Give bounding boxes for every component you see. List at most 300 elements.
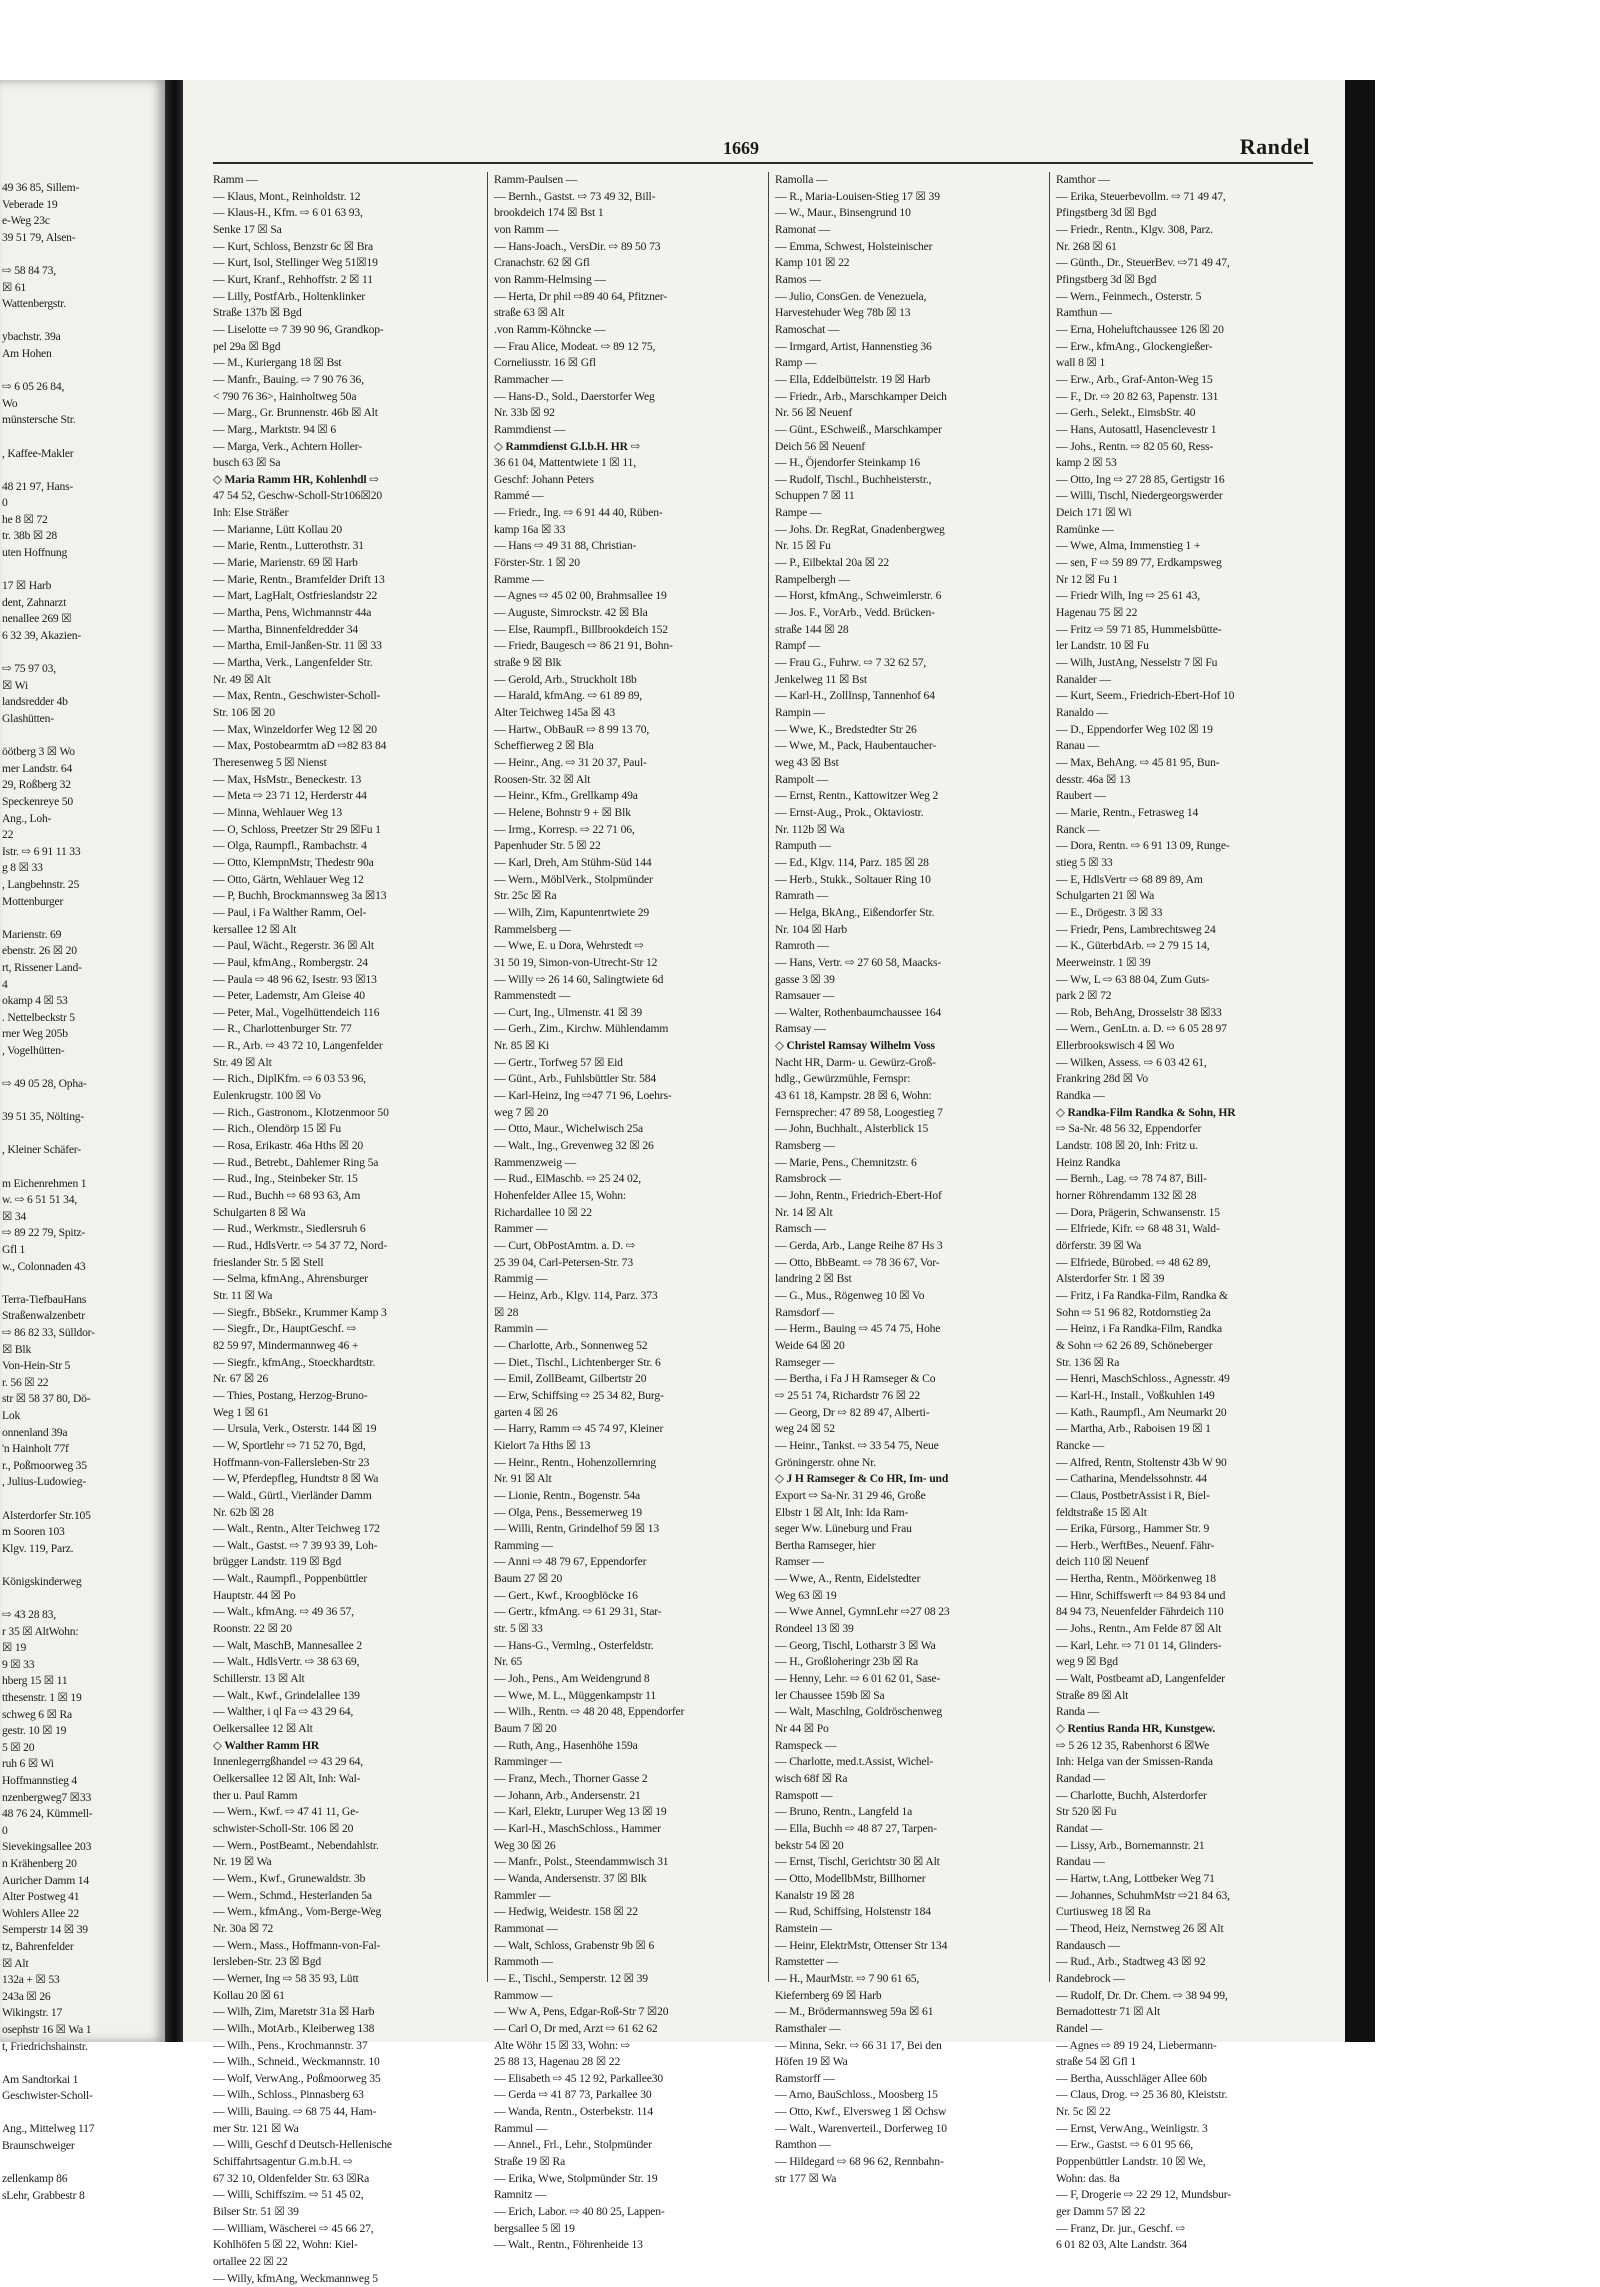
directory-line: — Peter, Lademstr, Am Gleise 40 <box>213 989 365 1003</box>
left-page-line: nenallee 269 ☒ <box>2 612 72 626</box>
directory-line: landring 2 ☒ Bst <box>775 1272 852 1286</box>
directory-line: — Claus, PostbetrAssist i R, Biel- <box>1056 1488 1210 1502</box>
directory-line: — Friedr., Ing. ⇨ 6 91 44 40, Rüben- <box>494 506 663 520</box>
directory-line: Elbstr 1 ☒ Alt, Inh: Ida Ram- <box>775 1505 909 1519</box>
directory-line: — Walt, Maschlng, Goldröschenweg <box>775 1705 942 1719</box>
directory-line: lersleben-Str. 23 ☒ Bgd <box>213 1955 322 1969</box>
directory-line: — Hans-Joach., VersDir. ⇨ 89 50 73 <box>494 239 661 253</box>
directory-line: Ramsauer — <box>775 989 835 1003</box>
directory-line: — Walt., Warenverteil., Dorferweg 10 <box>775 2121 947 2135</box>
directory-line: ◇ Walther Ramm HR <box>213 1738 320 1752</box>
directory-line: — Gertr., kfmAng. ⇨ 61 29 31, Star- <box>494 1605 662 1619</box>
directory-line: Geschf: Johann Peters <box>494 472 594 486</box>
directory-line: — Irmg., Korresp. ⇨ 22 71 06, <box>494 822 635 836</box>
left-page-line: n Krähenberg 20 <box>2 1856 77 1870</box>
directory-line: — Frau Alice, Modeat. ⇨ 89 12 75, <box>494 339 656 353</box>
directory-line: Innenlegerrgßhandel ⇨ 43 29 64, <box>213 1755 364 1769</box>
directory-line: — Friedr., Rentn., Klgv. 308, Parz. <box>1056 222 1213 236</box>
directory-line: Weg 63 ☒ 19 <box>775 1588 837 1602</box>
page-number: 1669 <box>723 138 759 158</box>
directory-line: Rampolt — <box>775 772 829 786</box>
directory-line: 25 88 13, Hagenau 28 ☒ 22 <box>494 2055 621 2069</box>
directory-line: Jenkelweg 11 ☒ Bst <box>775 672 867 686</box>
left-page-line: rt, Rissener Land- <box>2 960 82 974</box>
directory-line: deich 110 ☒ Neuenf <box>1056 1555 1149 1569</box>
directory-line: — Thies, Postang, Herzog-Bruno- <box>213 1388 368 1402</box>
directory-line: — Werner, Ing ⇨ 58 35 93, Lütt <box>213 1971 359 1985</box>
left-page-line: 39 51 35, Nölting- <box>2 1110 85 1124</box>
directory-line: Randa — <box>1056 1705 1100 1719</box>
directory-line: kamp 2 ☒ 53 <box>1056 456 1117 470</box>
directory-line: — Heinr., Kfm., Grellkamp 49a <box>494 789 638 803</box>
directory-line: Rammacher — <box>494 372 563 386</box>
directory-line: Kiefernberg 69 ☒ Harb <box>775 1988 882 2002</box>
directory-line: — Erw., Gastst. ⇨ 6 01 95 66, <box>1056 2138 1193 2152</box>
directory-line: — W, Pferdepfleg, Hundtstr 8 ☒ Wa <box>213 1472 379 1486</box>
directory-line: kamp 16a ☒ 33 <box>494 522 566 536</box>
directory-line: — Karl-H., MaschSchloss., Hammer <box>494 1821 661 1835</box>
directory-line: — Siegfr., Dr., HauptGeschf. ⇨ <box>213 1322 357 1336</box>
left-page-line: Braunschweiger <box>2 2139 75 2153</box>
directory-line: Nr. 65 <box>494 1655 523 1669</box>
directory-line: — Wilh, Zim, Kapuntenrtwiete 29 <box>494 905 650 919</box>
directory-line: — Martha, Binnenfeldredder 34 <box>213 622 359 636</box>
directory-line: Hohenfelder Allee 15, Wohn: <box>494 1189 626 1203</box>
directory-line: Rancke — <box>1056 1438 1105 1452</box>
directory-line: — Carl O, Dr med, Arzt ⇨ 61 62 62 <box>494 2021 658 2035</box>
directory-line: Nacht HR, Darm- u. Gewürz-Groß- <box>775 1055 936 1069</box>
directory-line: — H., Öjendorfer Steinkamp 16 <box>775 456 921 470</box>
left-page-line: Mottenburger <box>2 894 64 908</box>
directory-line: Nr. 49 ☒ Alt <box>213 672 271 686</box>
directory-line: Rampe — <box>775 506 822 520</box>
directory-line: — Wern., Kwf., Grunewaldstr. 3b <box>213 1871 366 1885</box>
directory-line: Senke 17 ☒ Sa <box>213 222 282 236</box>
directory-line: — Hans, Vertr. ⇨ 27 60 58, Maacks- <box>775 955 942 969</box>
directory-line: Str. 25c ☒ Ra <box>494 889 557 903</box>
directory-line: — Rud., ElMaschb. ⇨ 25 24 02, <box>494 1172 642 1186</box>
directory-line: — Theod, Heiz, Nernstweg 26 ☒ Alt <box>1056 1921 1224 1935</box>
directory-line: — Erika, Steuerbevollm. ⇨ 71 49 47, <box>1056 189 1226 203</box>
left-page-line: nzenbergweg7 ☒33 <box>2 1790 92 1804</box>
left-page-line: Königskinderweg <box>2 1574 82 1588</box>
left-page-line: w., Colonnaden 43 <box>2 1259 86 1273</box>
directory-line: Ramsthaler — <box>775 2021 841 2035</box>
left-page-line: , Langbehnstr. 25 <box>2 877 80 891</box>
left-page-column <box>2 180 160 2202</box>
directory-line: Str 520 ☒ Fu <box>1056 1805 1117 1819</box>
left-page-line <box>2 1093 160 1110</box>
directory-line: hdlg., Gewürzmühle, Fernspr: <box>775 1072 911 1086</box>
directory-line: ortallee 22 ☒ 22 <box>213 2255 288 2269</box>
directory-line: Bertha Ramseger, hier <box>775 1538 876 1552</box>
directory-line: ☒ 28 <box>494 1305 519 1319</box>
directory-line: — Karl, Dreh, Am Stühm-Süd 144 <box>494 855 652 869</box>
directory-line: — Kurt, Seem., Friedrich-Ebert-Hof 10 <box>1056 689 1235 703</box>
directory-line: Ranaldo — <box>1056 706 1108 719</box>
left-page-line: 132a + ☒ 53 <box>2 1973 60 1987</box>
directory-line: Kamp 101 ☒ 22 <box>775 256 850 270</box>
left-page-line: 'n Hainholt 77f <box>2 1442 69 1456</box>
directory-line: — John, Rentn., Friedrich-Ebert-Hof <box>775 1189 942 1203</box>
left-page-line: tr. 38b ☒ 28 <box>2 529 58 543</box>
directory-line: — Bertha, Ausschläger Allee 60b <box>1056 2071 1207 2085</box>
column-divider <box>1049 172 1050 1982</box>
directory-line: — Wwe, M., Pack, Haubentaucher- <box>775 739 937 753</box>
directory-line: — Ernst-Aug., Prok., Oktaviostr. <box>775 805 924 819</box>
directory-line: — Heinr., Rentn., Hohenzollernring <box>494 1455 657 1469</box>
directory-line: — Max, Rentn., Geschwister-Scholl- <box>213 689 381 703</box>
directory-line: Ramm-Paulsen — <box>494 173 578 186</box>
left-page-line <box>2 462 160 479</box>
directory-line: Nr. 30a ☒ 72 <box>213 1921 274 1935</box>
left-page-line: Alter Postweg 41 <box>2 1890 80 1904</box>
directory-line: Oelkersallee 12 ☒ Alt <box>213 1722 313 1736</box>
directory-line: 6 01 82 03, Alte Landstr. 364 <box>1056 2238 1187 2252</box>
directory-line: Ramrath — <box>775 889 829 903</box>
directory-line: — Frau G., Fuhrw. ⇨ 7 32 62 57, <box>775 656 927 670</box>
left-page-line: 17 ☒ Harb <box>2 579 52 593</box>
directory-line: — Willi, Rentn, Grindelhof 59 ☒ 13 <box>494 1522 659 1536</box>
directory-line: — Agnes ⇨ 45 02 00, Brahmsallee 19 <box>494 589 667 603</box>
directory-line: Schulgarten 21 ☒ Wa <box>1056 889 1155 903</box>
directory-line: — Walt, Schloss, Grabenstr 9b ☒ 6 <box>494 1938 655 1952</box>
directory-line: — P., Eilbektal 20a ☒ 22 <box>775 556 890 570</box>
left-page-line: ⇨ 75 97 03, <box>2 662 56 676</box>
directory-line: — Dora, Rentn. ⇨ 6 91 13 09, Runge- <box>1056 839 1230 853</box>
left-page-line: 48 21 97, Hans- <box>2 479 74 493</box>
directory-line: — Harry, Ramm ⇨ 45 74 97, Kleiner <box>494 1422 664 1436</box>
directory-line: — Max, Winzeldorfer Weg 12 ☒ 20 <box>213 722 377 736</box>
directory-line: Hauptstr. 44 ☒ Po <box>213 1588 296 1602</box>
directory-line: Ellerbrookswisch 4 ☒ Wo <box>1056 1039 1175 1053</box>
left-page-line: Wikingstr. 17 <box>2 2006 63 2020</box>
directory-line: — Henri, MaschSchloss., Agnesstr. 49 <box>1056 1372 1230 1386</box>
left-page-line: okamp 4 ☒ 53 <box>2 994 68 1008</box>
directory-line: Deich 56 ☒ Neuenf <box>775 439 865 453</box>
directory-line: Rammonat — <box>494 1921 558 1935</box>
directory-line: — Wern., kfmAng., Vom-Berge-Weg <box>213 1905 382 1919</box>
directory-line: — Johs., Rentn. ⇨ 82 05 60, Ress- <box>1056 439 1214 453</box>
directory-line: Nr. 15 ☒ Fu <box>775 539 831 553</box>
directory-line: — M., Kuriergang 18 ☒ Bst <box>213 356 342 370</box>
directory-line: — Wern., GenLtn. a. D. ⇨ 6 05 28 97 <box>1056 1022 1227 1036</box>
left-page-line: ebenstr. 26 ☒ 20 <box>2 944 77 958</box>
directory-line: Landstr. 108 ☒ 20, Inh: Fritz u. <box>1056 1139 1198 1153</box>
directory-line: — Gerold, Arb., Struckholt 18b <box>494 672 637 686</box>
header-rule <box>213 162 1313 164</box>
left-page-line: schweg 6 ☒ Ra <box>2 1707 72 1721</box>
directory-line: Oelkersallee 12 ☒ Alt, Inh: Wal- <box>213 1772 361 1785</box>
directory-line: — Heinr, ElektrMstr, Ottenser Str 134 <box>775 1938 948 1952</box>
left-page-line <box>2 2055 160 2072</box>
directory-line: < 790 76 36>, Hainholtweg 50a <box>213 389 357 403</box>
directory-line: — Georg, Dr ⇨ 82 89 47, Alberti- <box>775 1405 930 1419</box>
directory-line: Pfingstberg 3d ☒ Bgd <box>1056 206 1157 220</box>
directory-line: Ramsdorf — <box>775 1305 834 1319</box>
directory-line: Scheffierweg 2 ☒ Bla <box>494 739 594 753</box>
directory-line: — Rud., Buchh ⇨ 68 93 63, Am <box>213 1189 361 1203</box>
directory-line: Ramminger — <box>494 1755 562 1769</box>
directory-line: — Peter, Mal., Vogelhüttendeich 116 <box>213 1005 380 1019</box>
directory-line: — H., Großloheringr 23b ☒ Ra <box>775 1655 919 1669</box>
directory-line: — Marianne, Lütt Kollau 20 <box>213 522 343 536</box>
directory-line: 67 32 10, Oldenfelder Str. 63 ☒Ra <box>213 2171 370 2185</box>
directory-line: — Otto, BbBeamt. ⇨ 78 36 67, Vor- <box>775 1255 940 1269</box>
directory-line: — Elfriede, Kifr. ⇨ 68 48 31, Wald- <box>1056 1222 1220 1236</box>
directory-line: Bilser Str. 51 ☒ 39 <box>213 2205 299 2219</box>
directory-line: ◇ Christel Ramsay Wilhelm Voss <box>775 1039 935 1053</box>
directory-line: Alter Teichweg 145a ☒ 43 <box>494 706 616 719</box>
directory-line: — Wern., Kwf. ⇨ 47 41 11, Ge- <box>213 1805 359 1819</box>
left-page-line: ☒ 34 <box>2 1209 27 1223</box>
directory-line: Frankring 28d ☒ Vo <box>1056 1072 1148 1086</box>
directory-line: park 2 ☒ 72 <box>1056 989 1112 1003</box>
directory-line: Nr 44 ☒ Po <box>775 1722 829 1736</box>
directory-line: — W., Maur., Binsengrund 10 <box>775 206 911 220</box>
directory-line: Kollau 20 ☒ 61 <box>213 1988 285 2002</box>
directory-line: Nr 12 ☒ Fu 1 <box>1056 572 1119 586</box>
directory-line: — Karl-Heinz, Ing ⇨47 71 96, Loehrs- <box>494 1089 672 1103</box>
left-page-line <box>2 910 160 927</box>
directory-line: 36 61 04, Mattentwiete 1 ☒ 11, <box>494 456 636 470</box>
directory-line: — Irmgard, Artist, Hannenstieg 36 <box>775 339 932 353</box>
directory-line: — Max, BehAng. ⇨ 45 81 95, Bun- <box>1056 755 1220 769</box>
directory-line: — Curt, ObPostAmtm. a. D. ⇨ <box>494 1239 636 1252</box>
directory-line: 84 94 73, Neuenfelder Fährdeich 110 <box>1056 1605 1224 1619</box>
directory-line: — Manfr., Bauing. ⇨ 7 90 76 36, <box>213 372 364 386</box>
directory-line: — Horst, kfmAng., Schweimlerstr. 6 <box>775 589 942 603</box>
directory-line: Ramoschat — <box>775 322 840 336</box>
directory-line: Str. 136 ☒ Ra <box>1056 1355 1120 1369</box>
directory-line: — Marie, Rentn., Fetrasweg 14 <box>1056 805 1199 819</box>
running-title: Randel <box>1239 134 1310 159</box>
directory-line: Schuppen 7 ☒ 11 <box>775 489 855 503</box>
left-page-line: tthesenstr. 1 ☒ 19 <box>2 1691 82 1705</box>
directory-line: Ramnitz — <box>494 2188 547 2202</box>
directory-line: Kielort 7a Hths ☒ 13 <box>494 1438 591 1452</box>
directory-line: Ramstein — <box>775 1921 832 1935</box>
directory-line: — Lissy, Arb., Bornemannstr. 21 <box>1056 1838 1205 1852</box>
directory-line: — Erna, Hoheluftchaussee 126 ☒ 20 <box>1056 322 1224 336</box>
directory-line: — Manfr., Polst., Steendammwisch 31 <box>494 1855 669 1869</box>
directory-line: Cranachstr. 62 ☒ Gfl <box>494 256 590 270</box>
directory-line: gasse 3 ☒ 39 <box>775 972 835 986</box>
directory-line: pel 29a ☒ Bgd <box>213 339 281 353</box>
directory-line: Rammé — <box>494 489 544 503</box>
directory-line: 47 54 52, Geschw-Scholl-Str106☒20 <box>213 489 383 503</box>
left-page-line: ⇨ 89 22 79, Spitz- <box>2 1226 86 1240</box>
directory-line: — Marie, Rentn., Lutterothstr. 31 <box>213 539 364 553</box>
directory-line: — Wwe, M. L., Müggenkampstr 11 <box>494 1688 656 1702</box>
directory-line: — Lionie, Rentn., Bogenstr. 54a <box>494 1488 641 1502</box>
directory-line: Richardallee 10 ☒ 22 <box>494 1205 592 1219</box>
directory-line: Rammer — <box>494 1222 548 1236</box>
directory-line: Randebrock — <box>1056 1971 1125 1985</box>
directory-line: Nr. 56 ☒ Neuenf <box>775 406 853 420</box>
directory-line: Weg 1 ☒ 61 <box>213 1405 269 1419</box>
directory-line: Randat — <box>1056 1821 1103 1835</box>
directory-line: — Wilh., Schneid., Weckmannstr. 10 <box>213 2055 380 2069</box>
directory-line: — Liselotte ⇨ 7 39 90 96, Grandkop- <box>213 322 384 336</box>
directory-line: Roosen-Str. 32 ☒ Alt <box>494 772 591 786</box>
directory-line: seger Ww. Lüneburg und Frau <box>775 1522 912 1536</box>
directory-line: — Minna, Sekr. ⇨ 66 31 17, Bei den <box>775 2038 942 2052</box>
directory-line: — Walther, i ql Fa ⇨ 43 29 64, <box>213 1705 354 1719</box>
directory-line: — Willi, Geschf d Deutsch-Hellenische <box>213 2138 392 2152</box>
directory-line: — Rud., HdlsVertr. ⇨ 54 37 72, Nord- <box>213 1239 388 1252</box>
directory-line: — Johann, Arb., Andersenstr. 21 <box>494 1788 641 1802</box>
directory-line: — Willi, Bauing. ⇨ 68 75 44, Ham- <box>213 2105 377 2119</box>
left-page-line: sLehr, Grabbestr 8 <box>2 2188 85 2202</box>
directory-line: — Gertr., Torfweg 57 ☒ Eid <box>494 1055 623 1069</box>
directory-line: — Ww A, Pens, Edgar-Roß-Str 7 ☒20 <box>494 2005 669 2019</box>
directory-line: Rammow — <box>494 1988 553 2002</box>
left-page-line: uten Hoffnung <box>2 546 68 560</box>
directory-line: — Selma, kfmAng., Ahrensburger <box>213 1272 368 1286</box>
directory-line: — Henny, Lehr. ⇨ 6 01 62 01, Sase- <box>775 1672 941 1686</box>
directory-line: — Hildegard ⇨ 68 96 62, Rennbahn- <box>775 2155 944 2169</box>
directory-line: — Willy ⇨ 26 14 60, Salingtwiete 6d <box>494 972 664 986</box>
directory-line: — Otto, Gärtn, Wehlauer Weg 12 <box>213 872 364 886</box>
directory-line: Inh: Else Sträßer <box>213 506 289 520</box>
directory-line: Sohn ⇨ 51 96 82, Rotdornstieg 2a <box>1056 1305 1211 1319</box>
directory-line: — D., Eppendorfer Weg 102 ☒ 19 <box>1056 722 1213 736</box>
directory-line: — Erika, Fürsorg., Hammer Str. 9 <box>1056 1522 1210 1536</box>
directory-line: Nr. 85 ☒ Ki <box>494 1039 550 1053</box>
directory-line: Fernsprecher: 47 89 58, Loogestieg 7 <box>775 1105 943 1119</box>
directory-line: — Mart, LagHalt, Ostfrieslandstr 22 <box>213 589 378 603</box>
left-page-line: Istr. ⇨ 6 91 11 33 <box>2 844 81 858</box>
directory-line: — Günt., Arb., Fuhlsbüttler Str. 584 <box>494 1072 657 1086</box>
directory-line: — Gerda, Arb., Lange Reihe 87 Hs 3 <box>775 1239 943 1252</box>
left-page-line: 39 51 79, Alsen- <box>2 230 76 244</box>
directory-line: Export ⇨ Sa-Nr. 31 29 46, Große <box>775 1488 926 1502</box>
left-page-line: 49 36 85, Sillem- <box>2 181 80 194</box>
left-page-line: münstersche Str. <box>2 413 76 427</box>
directory-line: Ramolla — <box>775 173 828 186</box>
directory-line: wisch 68f ☒ Ra <box>775 1772 848 1785</box>
directory-line: — Wilh., Pens., Krochmannstr. 37 <box>213 2038 368 2052</box>
directory-line: Rampelbergh — <box>775 572 850 586</box>
directory-line: von Ramm — <box>494 222 559 236</box>
directory-line: Nr. 268 ☒ 61 <box>1056 239 1117 253</box>
directory-line: Weide 64 ☒ 20 <box>775 1338 845 1352</box>
left-page-line: onnenland 39a <box>2 1425 68 1439</box>
left-page-line: Ang., Loh- <box>2 811 52 825</box>
directory-line: Ramthun — <box>1056 306 1112 320</box>
directory-line: — Gert., Kwf., Kroogblöcke 16 <box>494 1588 638 1602</box>
directory-line: Eulenkrugstr. 100 ☒ Vo <box>213 1089 321 1103</box>
left-page-line <box>2 728 160 745</box>
left-page-line: , Vogelhütten- <box>2 1043 65 1057</box>
directory-line: — Meta ⇨ 23 71 12, Herderstr 44 <box>213 789 367 803</box>
left-page-line: Von-Hein-Str 5 <box>2 1359 71 1373</box>
directory-line: — Paul, kfmAng., Rombergstr. 24 <box>213 955 368 969</box>
directory-line: Höfen 19 ☒ Wa <box>775 2055 848 2069</box>
directory-line: Baum 27 ☒ 20 <box>494 1572 563 1586</box>
directory-line: — Wern., Feinmech., Osterstr. 5 <box>1056 289 1202 303</box>
left-page-line <box>2 2155 160 2172</box>
directory-line: Ramsbrock — <box>775 1172 841 1186</box>
directory-line: — Diet., Tischl., Lichtenberger Str. 6 <box>494 1355 661 1369</box>
directory-line: — Rud, Schiffsing, Holstenstr 184 <box>775 1905 931 1919</box>
directory-line: Rammler — <box>494 1888 551 1902</box>
directory-line: — Hans, Autosattl, Hasenclevestr 1 <box>1056 422 1217 436</box>
directory-line: — Rudolf, Tischl., Buchheisterstr., <box>775 472 932 486</box>
directory-page <box>183 80 1345 2285</box>
directory-line: — Wern., Schmd., Hesterlanden 5a <box>213 1888 372 1902</box>
directory-line: Harvestehuder Weg 78b ☒ 13 <box>775 306 911 320</box>
directory-line: — E, HdlsVertr ⇨ 68 89 89, Am <box>1056 872 1203 886</box>
directory-line: Kanalstr 19 ☒ 28 <box>775 1888 855 1902</box>
directory-line: — Heinr., Ang. ⇨ 31 20 37, Paul- <box>494 755 647 769</box>
directory-line: — Ella, Buchh ⇨ 48 87 27, Tarpen- <box>775 1821 937 1835</box>
left-page-line: Sievekingsallee 203 <box>2 1840 92 1854</box>
directory-line: — Else, Raumpfl., Billbrookdeich 152 <box>494 622 668 636</box>
directory-column-1 <box>213 172 475 2285</box>
left-page-line: 0 <box>2 1823 8 1837</box>
left-page-line <box>2 2105 160 2122</box>
directory-line: Alte Wöhr 15 ☒ 33, Wohn: ⇨ <box>494 2038 631 2052</box>
directory-line: Ramthor — <box>1056 173 1110 186</box>
directory-line: Papenhuder Str. 5 ☒ 22 <box>494 839 601 853</box>
directory-line: Ramos — <box>775 272 821 286</box>
directory-line: stieg 5 ☒ 33 <box>1056 855 1113 869</box>
directory-line: — Walt., Gastst. ⇨ 7 39 93 39, Loh- <box>213 1538 378 1552</box>
directory-line: — Karl, Lehr. ⇨ 71 01 14, Glinders- <box>1056 1638 1222 1652</box>
left-page-line: öötberg 3 ☒ Wo <box>2 745 75 759</box>
left-page-line: hberg 15 ☒ 11 <box>2 1674 68 1688</box>
left-page-line: Wo <box>2 396 18 410</box>
directory-line: — Paul, Wächt., Regerstr. 36 ☒ Alt <box>213 939 374 953</box>
directory-line: — Arno, BauSchloss., Moosberg 15 <box>775 2088 938 2102</box>
left-page-line: ☒ Blk <box>2 1342 32 1356</box>
directory-line: desstr. 46a ☒ 13 <box>1056 772 1131 786</box>
directory-line: kersallee 12 ☒ Alt <box>213 922 297 936</box>
directory-line: ⇨ 25 51 74, Richardstr 76 ☒ 22 <box>775 1388 921 1402</box>
directory-line: — Lilly, PostfArb., Holtenklinker <box>213 289 366 303</box>
directory-line: — Fritz, i Fa Randka-Film, Randka & <box>1056 1288 1228 1302</box>
directory-line: — Wanda, Andersenstr. 37 ☒ Blk <box>494 1871 647 1885</box>
directory-line: Rampin — <box>775 706 826 719</box>
directory-line: Randka — <box>1056 1089 1105 1103</box>
directory-line: — Otto, Maur., Wichelwisch 25a <box>494 1122 644 1136</box>
directory-line: Rammenstedt — <box>494 989 571 1003</box>
directory-line: — Martha, Pens, Wichmannstr 44a <box>213 606 372 620</box>
directory-line: — Elfriede, Bürobed. ⇨ 48 62 89, <box>1056 1255 1211 1269</box>
directory-line: — John, Buchhalt., Alsterblick 15 <box>775 1122 929 1136</box>
directory-line: — Franz, Dr. jur., Geschf. ⇨ <box>1056 2221 1186 2235</box>
left-page-line: e-Weg 23c <box>2 214 50 228</box>
directory-line: — Wilh, Zim, Maretstr 31a ☒ Harb <box>213 2005 375 2019</box>
directory-line: Gröningerstr. ohne Nr. <box>775 1455 877 1469</box>
directory-line: Ramsay — <box>775 1022 826 1036</box>
left-page-line: 22 <box>2 828 14 842</box>
directory-line: — Auguste, Simrockstr. 42 ☒ Bla <box>494 606 648 620</box>
directory-line: — Ernst, Rentn., Kattowitzer Weg 2 <box>775 789 939 803</box>
directory-line: — Wwe, Alma, Immenstieg 1 + <box>1056 539 1201 553</box>
left-page-line <box>2 1557 160 1574</box>
left-page-line: Hoffmannstieg 4 <box>2 1774 78 1787</box>
directory-line: Nr. 62b ☒ 28 <box>213 1505 274 1519</box>
directory-line: — Herm., Bauing ⇨ 45 74 75, Hohe <box>775 1322 941 1336</box>
directory-line: — Friedr Wilh, Ing ⇨ 25 61 43, <box>1056 589 1200 603</box>
directory-line: Randausch — <box>1056 1938 1120 1952</box>
directory-line: frieslander Str. 5 ☒ Stell <box>213 1255 324 1269</box>
directory-line: Theresenweg 5 ☒ Nienst <box>213 755 327 769</box>
directory-line: — William, Wäscherei ⇨ 45 66 27, <box>213 2221 374 2235</box>
